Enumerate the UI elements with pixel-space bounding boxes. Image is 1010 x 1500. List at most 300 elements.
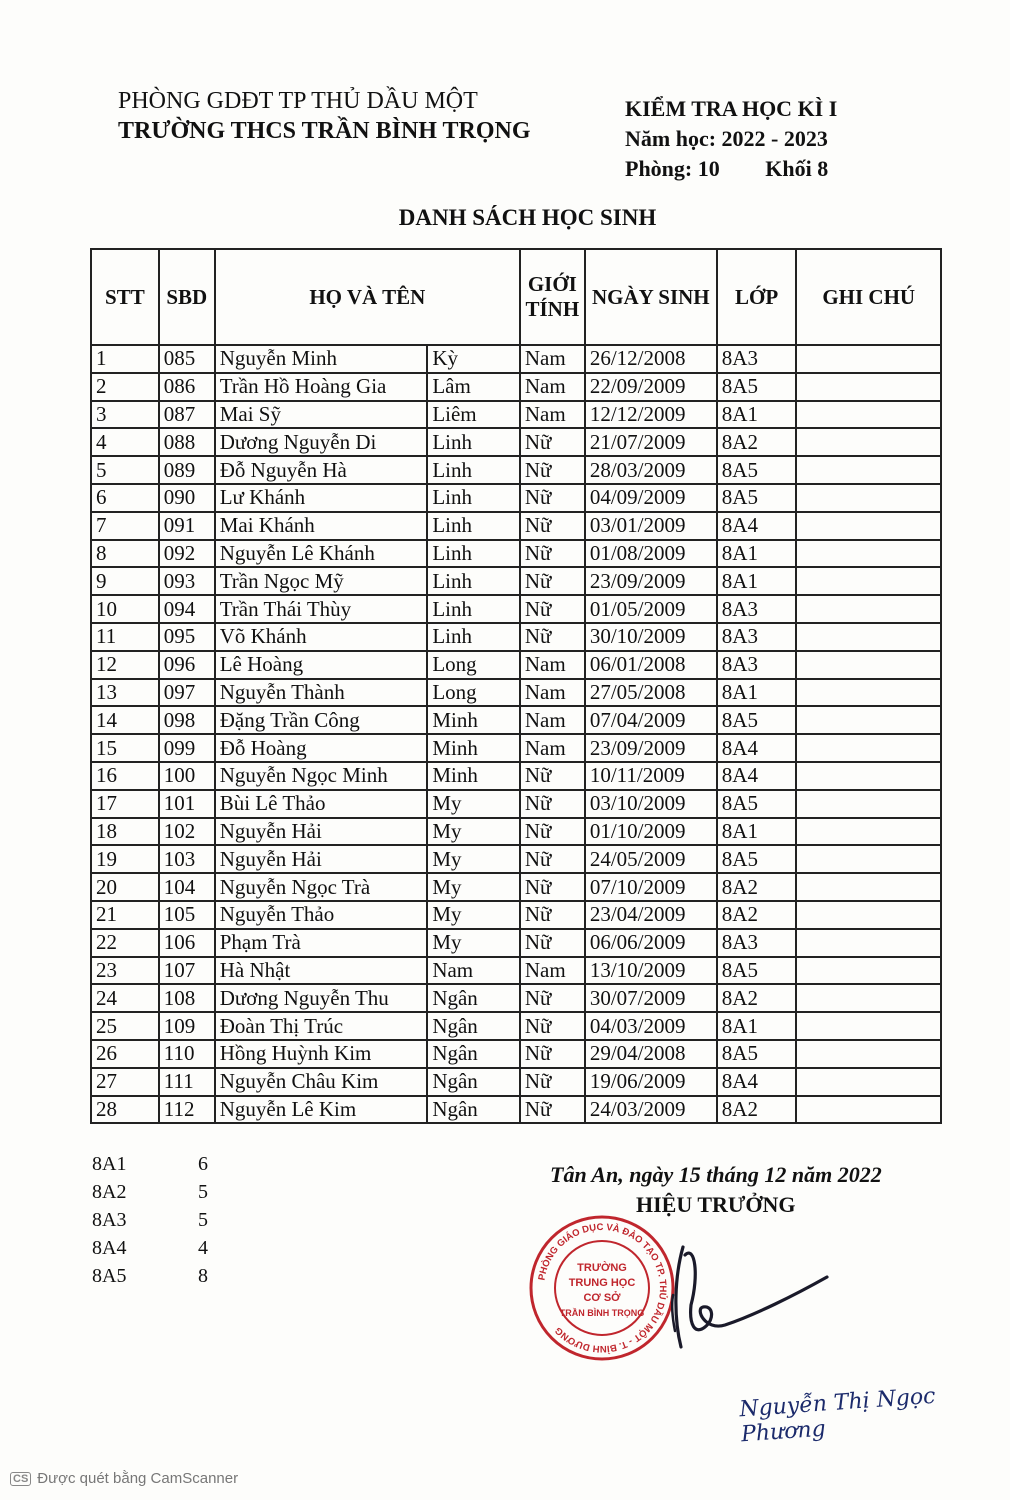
cell-note (796, 984, 941, 1012)
cell-note (796, 484, 941, 512)
scanner-text: Được quét bằng CamScanner (37, 1470, 239, 1487)
cell-surname: Đặng Trần Công (215, 706, 428, 734)
cell-gender: Nữ (520, 456, 585, 484)
cell-dob: 23/09/2009 (585, 567, 717, 595)
cell-stt: 15 (91, 734, 159, 762)
cell-surname: Mai Sỹ (215, 401, 428, 429)
cell-dob: 07/04/2009 (585, 706, 717, 734)
cell-stt: 12 (91, 651, 159, 679)
cell-dob: 03/01/2009 (585, 512, 717, 540)
cell-gender: Nam (520, 651, 585, 679)
cell-gender: Nữ (520, 984, 585, 1012)
cell-class: 8A4 (717, 1068, 797, 1096)
cell-note (796, 734, 941, 762)
cell-class: 8A4 (717, 512, 797, 540)
cell-gender: Nữ (520, 428, 585, 456)
cell-gender: Nữ (520, 790, 585, 818)
cell-dob: 13/10/2009 (585, 957, 717, 985)
cell-dob: 23/04/2009 (585, 901, 717, 929)
cell-dob: 30/10/2009 (585, 623, 717, 651)
cell-sbd: 108 (159, 984, 215, 1012)
cell-sbd: 101 (159, 790, 215, 818)
stamp-line1: TRƯỜNG (577, 1262, 627, 1274)
cell-surname: Nguyễn Minh (215, 345, 428, 373)
cell-gender: Nữ (520, 567, 585, 595)
cell-dob: 19/06/2009 (585, 1068, 717, 1096)
table-row (91, 845, 941, 873)
cell-sbd: 105 (159, 901, 215, 929)
cell-gender: Nữ (520, 845, 585, 873)
cell-gender: Nữ (520, 1040, 585, 1068)
cell-given-name: Linh (427, 595, 520, 623)
cell-note (796, 873, 941, 901)
cell-sbd: 098 (159, 706, 215, 734)
cell-stt: 8 (91, 540, 159, 568)
table-row (91, 623, 941, 651)
cell-given-name: Ngân (427, 984, 520, 1012)
cell-sbd: 088 (159, 428, 215, 456)
cell-note (796, 595, 941, 623)
cell-surname: Dương Nguyễn Di (215, 428, 428, 456)
summary-count: 8 (198, 1265, 208, 1287)
cell-note (796, 401, 941, 429)
cell-class: 8A3 (717, 623, 797, 651)
cell-given-name: Minh (427, 762, 520, 790)
cell-dob: 30/07/2009 (585, 984, 717, 1012)
cell-class: 8A2 (717, 1096, 797, 1124)
cell-stt: 24 (91, 984, 159, 1012)
cell-class: 8A3 (717, 651, 797, 679)
cell-class: 8A4 (717, 762, 797, 790)
table-row (91, 540, 941, 568)
cell-dob: 24/03/2009 (585, 1096, 717, 1124)
cell-surname: Trần Thái Thùy (215, 595, 428, 623)
cell-surname: Võ Khánh (215, 623, 428, 651)
table-row (91, 706, 941, 734)
cell-gender: Nam (520, 345, 585, 373)
cell-note (796, 706, 941, 734)
cell-gender: Nam (520, 679, 585, 707)
cell-stt: 16 (91, 762, 159, 790)
cell-sbd: 097 (159, 679, 215, 707)
cell-sbd: 087 (159, 401, 215, 429)
header-name: HỌ VÀ TÊN (215, 249, 520, 345)
cell-note (796, 762, 941, 790)
cell-class: 8A2 (717, 428, 797, 456)
class-count-summary (92, 1150, 208, 1290)
signer-name: Nguyễn Thị Ngọc Phương (738, 1383, 937, 1448)
cell-surname: Dương Nguyễn Thu (215, 984, 428, 1012)
cell-class: 8A2 (717, 984, 797, 1012)
cell-stt: 20 (91, 873, 159, 901)
cell-sbd: 110 (159, 1040, 215, 1068)
cell-class: 8A5 (717, 1040, 797, 1068)
table-row (91, 1040, 941, 1068)
camscanner-logo: CS (10, 1472, 31, 1486)
cell-gender: Nam (520, 401, 585, 429)
header-right (625, 94, 837, 184)
cell-note (796, 1068, 941, 1096)
cell-gender: Nữ (520, 512, 585, 540)
cell-given-name: Liêm (427, 401, 520, 429)
cell-class: 8A4 (717, 734, 797, 762)
grade-level: Khối 8 (765, 156, 829, 181)
table-row (91, 957, 941, 985)
cell-sbd: 096 (159, 651, 215, 679)
cell-gender: Nữ (520, 1096, 585, 1124)
cell-stt: 19 (91, 845, 159, 873)
cell-stt: 18 (91, 818, 159, 846)
cell-sbd: 112 (159, 1096, 215, 1124)
cell-stt: 14 (91, 706, 159, 734)
header-note: GHI CHÚ (796, 249, 941, 345)
cell-gender: Nữ (520, 1012, 585, 1040)
cell-given-name: Linh (427, 567, 520, 595)
student-table (90, 248, 942, 1124)
cell-gender: Nữ (520, 540, 585, 568)
cell-gender: Nữ (520, 901, 585, 929)
cell-gender: Nữ (520, 873, 585, 901)
cell-class: 8A3 (717, 595, 797, 623)
cell-surname: Nguyễn Hải (215, 818, 428, 846)
summary-row (92, 1262, 208, 1290)
cell-given-name: My (427, 845, 520, 873)
cell-surname: Mai Khánh (215, 512, 428, 540)
cell-surname: Phạm Trà (215, 929, 428, 957)
cell-dob: 04/09/2009 (585, 484, 717, 512)
cell-surname: Nguyễn Ngọc Trà (215, 873, 428, 901)
summary-row (92, 1234, 208, 1262)
cell-sbd: 099 (159, 734, 215, 762)
cell-dob: 27/05/2008 (585, 679, 717, 707)
cell-gender: Nữ (520, 818, 585, 846)
cell-given-name: Linh (427, 540, 520, 568)
cell-note (796, 1012, 941, 1040)
table-row (91, 734, 941, 762)
cell-note (796, 345, 941, 373)
table-row (91, 873, 941, 901)
cell-surname: Hồng Huỳnh Kim (215, 1040, 428, 1068)
summary-count: 6 (198, 1153, 208, 1175)
header-gender: GIỚI TÍNH (520, 249, 585, 345)
cell-surname: Nguyễn Châu Kim (215, 1068, 428, 1096)
cell-surname: Nguyễn Thành (215, 679, 428, 707)
cell-dob: 22/09/2009 (585, 373, 717, 401)
cell-class: 8A5 (717, 484, 797, 512)
cell-surname: Lư Khánh (215, 484, 428, 512)
cell-note (796, 456, 941, 484)
summary-row (92, 1178, 208, 1206)
school-year: Năm học: 2022 - 2023 (625, 126, 828, 151)
cell-dob: 26/12/2008 (585, 345, 717, 373)
cell-given-name: My (427, 818, 520, 846)
cell-dob: 01/05/2009 (585, 595, 717, 623)
cell-sbd: 111 (159, 1068, 215, 1096)
cell-note (796, 651, 941, 679)
cell-note (796, 679, 941, 707)
cell-sbd: 103 (159, 845, 215, 873)
cell-class: 8A1 (717, 1012, 797, 1040)
table-row (91, 1068, 941, 1096)
cell-note (796, 1040, 941, 1068)
cell-stt: 26 (91, 1040, 159, 1068)
table-row (91, 595, 941, 623)
cell-surname: Đoàn Thị Trúc (215, 1012, 428, 1040)
cell-stt: 11 (91, 623, 159, 651)
cell-note (796, 428, 941, 456)
summary-row (92, 1150, 208, 1178)
cell-given-name: Minh (427, 706, 520, 734)
cell-class: 8A3 (717, 929, 797, 957)
cell-dob: 23/09/2009 (585, 734, 717, 762)
cell-given-name: Long (427, 679, 520, 707)
cell-stt: 6 (91, 484, 159, 512)
cell-surname: Đỗ Nguyễn Hà (215, 456, 428, 484)
summary-class: 8A3 (92, 1209, 127, 1231)
exam-title: KIỂM TRA HỌC KÌ I (625, 96, 838, 121)
summary-count: 4 (198, 1237, 208, 1259)
cell-stt: 23 (91, 957, 159, 985)
header-sbd: SBD (159, 249, 215, 345)
cell-stt: 2 (91, 373, 159, 401)
cell-given-name: Ngân (427, 1068, 520, 1096)
cell-class: 8A1 (717, 567, 797, 595)
cell-note (796, 929, 941, 957)
header-left (118, 86, 531, 146)
cell-stt: 17 (91, 790, 159, 818)
cell-dob: 06/06/2009 (585, 929, 717, 957)
department-name: PHÒNG GDĐT TP THỦ DẦU MỘT (118, 88, 478, 114)
table-header-row (91, 249, 941, 345)
room-grade-line (625, 154, 837, 184)
cell-gender: Nữ (520, 929, 585, 957)
cell-given-name: Linh (427, 484, 520, 512)
cell-given-name: Nam (427, 957, 520, 985)
summary-class: 8A1 (92, 1153, 127, 1175)
table-row (91, 901, 941, 929)
cell-class: 8A5 (717, 845, 797, 873)
table-row (91, 428, 941, 456)
table-row (91, 373, 941, 401)
table-row (91, 1012, 941, 1040)
cell-gender: Nữ (520, 484, 585, 512)
cell-class: 8A5 (717, 373, 797, 401)
signer-role: HIỆU TRƯỞNG (636, 1192, 796, 1217)
cell-note (796, 790, 941, 818)
cell-gender: Nữ (520, 762, 585, 790)
cell-dob: 06/01/2008 (585, 651, 717, 679)
cell-note (796, 901, 941, 929)
cell-given-name: My (427, 929, 520, 957)
header-stt: STT (91, 249, 159, 345)
stamp-line3: CƠ SỞ (583, 1292, 621, 1304)
cell-note (796, 512, 941, 540)
cell-stt: 25 (91, 1012, 159, 1040)
cell-stt: 1 (91, 345, 159, 373)
cell-given-name: Long (427, 651, 520, 679)
cell-sbd: 095 (159, 623, 215, 651)
table-row (91, 984, 941, 1012)
table-row (91, 401, 941, 429)
cell-sbd: 109 (159, 1012, 215, 1040)
summary-class: 8A4 (92, 1237, 127, 1259)
cell-given-name: Linh (427, 623, 520, 651)
cell-sbd: 092 (159, 540, 215, 568)
cell-stt: 13 (91, 679, 159, 707)
table-row (91, 484, 941, 512)
summary-row (92, 1206, 208, 1234)
cell-stt: 21 (91, 901, 159, 929)
cell-dob: 03/10/2009 (585, 790, 717, 818)
cell-class: 8A2 (717, 901, 797, 929)
cell-sbd: 085 (159, 345, 215, 373)
table-row (91, 567, 941, 595)
cell-note (796, 957, 941, 985)
signature-block (550, 1162, 882, 1218)
cell-sbd: 086 (159, 373, 215, 401)
cell-note (796, 845, 941, 873)
cell-gender: Nữ (520, 1068, 585, 1096)
cell-given-name: My (427, 901, 520, 929)
cell-stt: 4 (91, 428, 159, 456)
cell-given-name: Linh (427, 512, 520, 540)
document-title: DANH SÁCH HỌC SINH (398, 205, 657, 230)
cell-gender: Nữ (520, 623, 585, 651)
cell-dob: 10/11/2009 (585, 762, 717, 790)
cell-class: 8A5 (717, 706, 797, 734)
cell-dob: 28/03/2009 (585, 456, 717, 484)
stamp-ring-text: PHÒNG GIÁO DỤC VÀ ĐÀO TẠO TP. THỦ DẦU MỘT - T. BÌNH DƯƠNG (536, 1221, 669, 1355)
cell-given-name: Ngân (427, 1096, 520, 1124)
cell-class: 8A5 (717, 957, 797, 985)
cell-stt: 10 (91, 595, 159, 623)
cell-class: 8A1 (717, 818, 797, 846)
cell-class: 8A1 (717, 679, 797, 707)
summary-class: 8A2 (92, 1181, 127, 1203)
cell-surname: Nguyễn Lê Khánh (215, 540, 428, 568)
cell-surname: Trần Ngọc Mỹ (215, 567, 428, 595)
cell-given-name: My (427, 790, 520, 818)
room-number: Phòng: 10 (625, 156, 720, 181)
cell-given-name: Kỳ (427, 345, 520, 373)
place-date: Tân An, ngày 15 tháng 12 năm 2022 (550, 1162, 882, 1187)
cell-sbd: 107 (159, 957, 215, 985)
table-row (91, 929, 941, 957)
cell-surname: Bùi Lê Thảo (215, 790, 428, 818)
cell-dob: 29/04/2008 (585, 1040, 717, 1068)
cell-note (796, 623, 941, 651)
table-row (91, 762, 941, 790)
cell-note (796, 373, 941, 401)
cell-given-name: Linh (427, 428, 520, 456)
cell-class: 8A1 (717, 401, 797, 429)
cell-given-name: Minh (427, 734, 520, 762)
cell-gender: Nam (520, 734, 585, 762)
scanner-watermark (10, 1470, 238, 1487)
cell-dob: 21/07/2009 (585, 428, 717, 456)
cell-dob: 01/10/2009 (585, 818, 717, 846)
cell-surname: Nguyễn Hải (215, 845, 428, 873)
cell-gender: Nữ (520, 595, 585, 623)
cell-class: 8A2 (717, 873, 797, 901)
cell-surname: Hà Nhật (215, 957, 428, 985)
table-row (91, 651, 941, 679)
handwritten-signature (655, 1235, 835, 1355)
cell-sbd: 090 (159, 484, 215, 512)
table-row (91, 456, 941, 484)
table-row (91, 818, 941, 846)
cell-stt: 28 (91, 1096, 159, 1124)
cell-dob: 01/08/2009 (585, 540, 717, 568)
cell-note (796, 540, 941, 568)
cell-sbd: 106 (159, 929, 215, 957)
cell-stt: 27 (91, 1068, 159, 1096)
cell-stt: 22 (91, 929, 159, 957)
cell-given-name: Ngân (427, 1012, 520, 1040)
cell-stt: 7 (91, 512, 159, 540)
cell-gender: Nam (520, 957, 585, 985)
cell-dob: 24/05/2009 (585, 845, 717, 873)
cell-stt: 9 (91, 567, 159, 595)
table-row (91, 345, 941, 373)
cell-note (796, 1096, 941, 1124)
cell-class: 8A5 (717, 790, 797, 818)
cell-class: 8A1 (717, 540, 797, 568)
cell-surname: Nguyễn Thảo (215, 901, 428, 929)
header-dob: NGÀY SINH (585, 249, 717, 345)
cell-surname: Nguyễn Ngọc Minh (215, 762, 428, 790)
cell-sbd: 093 (159, 567, 215, 595)
stamp-line4: TRẦN BÌNH TRỌNG (559, 1308, 645, 1318)
cell-note (796, 567, 941, 595)
cell-surname: Nguyễn Lê Kim (215, 1096, 428, 1124)
cell-gender: Nam (520, 373, 585, 401)
cell-surname: Trần Hồ Hoàng Gia (215, 373, 428, 401)
table-row (91, 679, 941, 707)
cell-dob: 04/03/2009 (585, 1012, 717, 1040)
cell-sbd: 100 (159, 762, 215, 790)
cell-given-name: My (427, 873, 520, 901)
cell-class: 8A3 (717, 345, 797, 373)
cell-given-name: Ngân (427, 1040, 520, 1068)
cell-sbd: 102 (159, 818, 215, 846)
cell-class: 8A5 (717, 456, 797, 484)
cell-surname: Lê Hoàng (215, 651, 428, 679)
stamp-line2: TRUNG HỌC (568, 1277, 636, 1289)
cell-gender: Nam (520, 706, 585, 734)
cell-dob: 07/10/2009 (585, 873, 717, 901)
cell-surname: Đỗ Hoàng (215, 734, 428, 762)
table-row (91, 512, 941, 540)
table-row (91, 790, 941, 818)
summary-count: 5 (198, 1181, 208, 1203)
summary-class: 8A5 (92, 1265, 127, 1287)
table-body (91, 345, 941, 1123)
cell-sbd: 094 (159, 595, 215, 623)
school-name: TRƯỜNG THCS TRẦN BÌNH TRỌNG (118, 118, 531, 144)
cell-note (796, 818, 941, 846)
table-row (91, 1096, 941, 1124)
cell-given-name: Lâm (427, 373, 520, 401)
header-class: LỚP (717, 249, 797, 345)
cell-given-name: Linh (427, 456, 520, 484)
cell-sbd: 089 (159, 456, 215, 484)
cell-stt: 5 (91, 456, 159, 484)
summary-count: 5 (198, 1209, 208, 1231)
cell-sbd: 104 (159, 873, 215, 901)
cell-dob: 12/12/2009 (585, 401, 717, 429)
cell-sbd: 091 (159, 512, 215, 540)
